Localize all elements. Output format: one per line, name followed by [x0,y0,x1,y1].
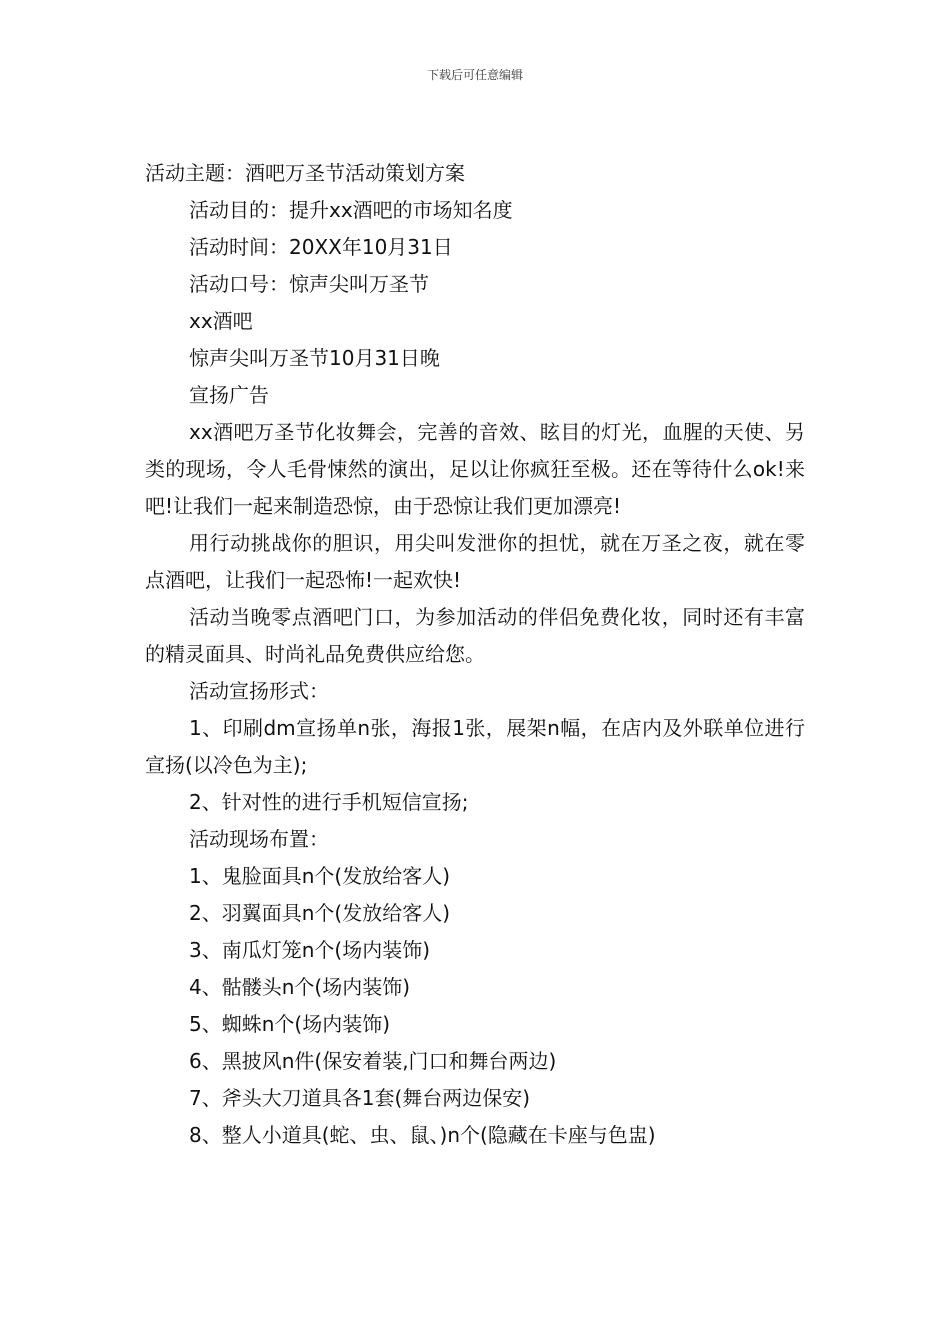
paragraph-challenge: 用行动挑战你的胆识，用尖叫发泄你的担忧，就在万圣之夜，就在零点酒吧，让我们一起恐怖!一起欢快! [145,531,805,592]
list-item: 1、印刷dm宣扬单n张，海报1张，展架n幅，在店内及外联单位进行宣扬(以冷色为主); [145,716,805,777]
list-item: 6、黑披风n件(保安着装,门口和舞台两边) [189,1049,557,1073]
list-item: 4、骷髅头n个(场内装饰) [189,975,411,999]
list-item: 3、南瓜灯笼n个(场内装饰) [189,938,431,962]
section-heading-layout: 活动现场布置： [189,827,329,851]
list-item: 1、鬼脸面具n个(发放给客人) [189,864,451,888]
paragraph-ad-body: xx酒吧万圣节化妆舞会，完善的音效、眩目的灯光，血腥的天使、另类的现场，令人毛骨悚然的演出，足以让你疯狂至极。还在等待什么ok!来吧!让我们一起来制造恐惊，由于恐惊让我们更加漂亮! [145,420,805,518]
paragraph-time: 活动时间：20XX年10月31日 [189,235,453,259]
section-heading-promotion: 活动宣扬形式： [189,679,329,703]
list-item: 5、蜘蛛n个(场内装饰) [189,1012,391,1036]
paragraph-makeup: 活动当晚零点酒吧门口，为参加活动的伴侣免费化妆，同时还有丰富的精灵面具、时尚礼品免费供应给您。 [145,605,805,666]
page-header-note: 下载后可任意编辑 [426,68,523,82]
list-item: 7、斧头大刀道具各1套(舞台两边保安) [189,1086,531,1110]
list-item: 8、整人小道具(蛇、虫、鼠、)n个(隐藏在卡座与色盅) [189,1123,656,1147]
paragraph-event-date: 惊声尖叫万圣节10月31日晚 [189,346,440,370]
list-item: 2、针对性的进行手机短信宣扬; [189,790,469,814]
document-body [145,155,805,1154]
paragraph-slogan: 活动口号：惊声尖叫万圣节 [189,272,429,296]
doc-title: 活动主题：酒吧万圣节活动策划方案 [145,161,465,185]
paragraph-venue: xx酒吧 [189,309,253,333]
section-heading-ad: 宣扬广告 [189,383,269,407]
paragraph-purpose: 活动目的：提升xx酒吧的市场知名度 [189,198,513,222]
list-item: 2、羽翼面具n个(发放给客人) [189,901,451,925]
